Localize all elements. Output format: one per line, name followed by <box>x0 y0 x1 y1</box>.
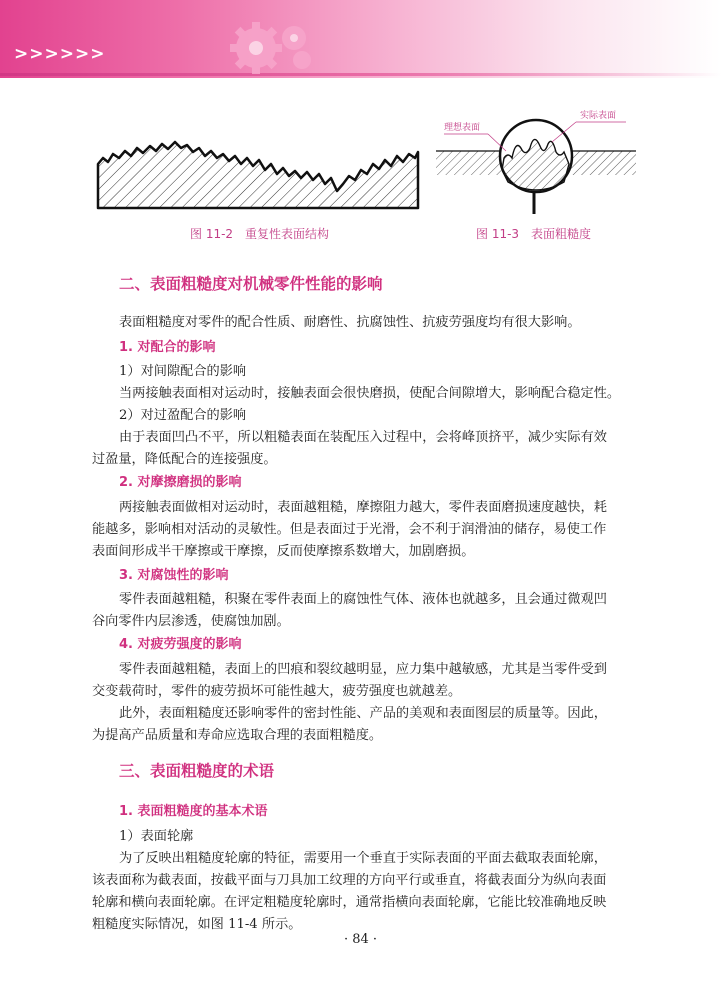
paragraph-line: 交变载荷时，零件的疲劳损坏可能性越大，疲劳强度也就越差。 <box>92 684 462 699</box>
subsection-heading: 3. 对腐蚀性的影响 <box>119 568 229 583</box>
header-rule <box>0 73 721 76</box>
paragraph-line: 两接触表面做相对运动时，表面越粗糙，摩擦阻力越大，零件表面磨损速度越快，耗 <box>119 500 607 515</box>
ideal-surface-label: 理想表面 <box>444 123 481 133</box>
paragraph-line: 为提高产品质量和寿命应选取合理的表面粗糙度。 <box>92 728 383 743</box>
list-item: 2）对过盈配合的影响 <box>119 408 247 423</box>
page-number: · 84 · <box>343 932 378 947</box>
section-heading: 二、表面粗糙度对机械零件性能的影响 <box>119 275 383 293</box>
paragraph-line: 过盈量，降低配合的连接强度。 <box>92 452 277 467</box>
paragraph-line: 轮廓和横向表面轮廓。在评定粗糙度轮廓时，通常指横向表面轮廓，它能比较准确地反映 <box>92 895 607 910</box>
section-heading: 三、表面粗糙度的术语 <box>119 762 275 780</box>
paragraph-line: 表面粗糙度对零件的配合性质、耐磨性、抗腐蚀性、抗疲劳强度均有很大影响。 <box>119 315 581 330</box>
subsection-heading: 1. 对配合的影响 <box>119 340 216 355</box>
list-item: 1）表面轮廓 <box>119 829 194 844</box>
gears-decoration-icon <box>222 18 332 76</box>
paragraph-line: 谷向零件内层渗透，使腐蚀加剧。 <box>92 614 290 629</box>
paragraph-line: 零件表面越粗糙，表面上的凹痕和裂纹越明显，应力集中越敏感，尤其是当零件受到 <box>119 662 607 677</box>
figure-repetitive-surface <box>95 136 421 210</box>
paragraph-line: 该表面称为截表面，按截平面与刀具加工纹理的方向平行或垂直，将截表面分为纵向表面 <box>92 873 607 888</box>
paragraph-line: 为了反映出粗糙度轮廓的特征，需要用一个垂直于实际表面的平面去截取表面轮廓， <box>119 851 607 866</box>
subsection-heading: 1. 表面粗糙度的基本术语 <box>119 804 268 819</box>
paragraph-line: 当两接触表面相对运动时，接触表面会很快磨损，使配合间隙增大，影响配合稳定性。 <box>119 386 621 401</box>
subsection-heading: 2. 对摩擦磨损的影响 <box>119 475 242 490</box>
figure-caption: 图 11-2 重复性表面结构 <box>190 227 330 241</box>
actual-surface-label: 实际表面 <box>580 111 617 121</box>
paragraph-line: 由于表面凹凸不平，所以粗糙表面在装配压入过程中，会将峰顶挤平，减少实际有效 <box>119 430 607 445</box>
paragraph-line: 能越多，影响相对活动的灵敏性。但是表面过于光滑，会不利于润滑油的储存，易使工作 <box>92 522 607 537</box>
header-band <box>0 0 721 78</box>
figure-surface-roughness <box>436 108 636 218</box>
paragraph-line: 此外，表面粗糙度还影响零件的密封性能、产品的美观和表面图层的质量等。因此， <box>119 706 607 721</box>
paragraph-line: 表面间形成半干摩擦或干摩擦，反而使摩擦系数增大，加剧磨损。 <box>92 544 475 559</box>
paragraph-line: 粗糙度实际情况，如图 11-4 所示。 <box>92 917 302 932</box>
list-item: 1）对间隙配合的影响 <box>119 364 247 379</box>
figure-caption: 图 11-3 表面粗糙度 <box>476 227 592 241</box>
header-chevrons: >>>>>> <box>14 44 106 64</box>
paragraph-line: 零件表面越粗糙，积聚在零件表面上的腐蚀性气体、液体也就越多，且会通过微观凹 <box>119 592 607 607</box>
subsection-heading: 4. 对疲劳强度的影响 <box>119 637 242 652</box>
